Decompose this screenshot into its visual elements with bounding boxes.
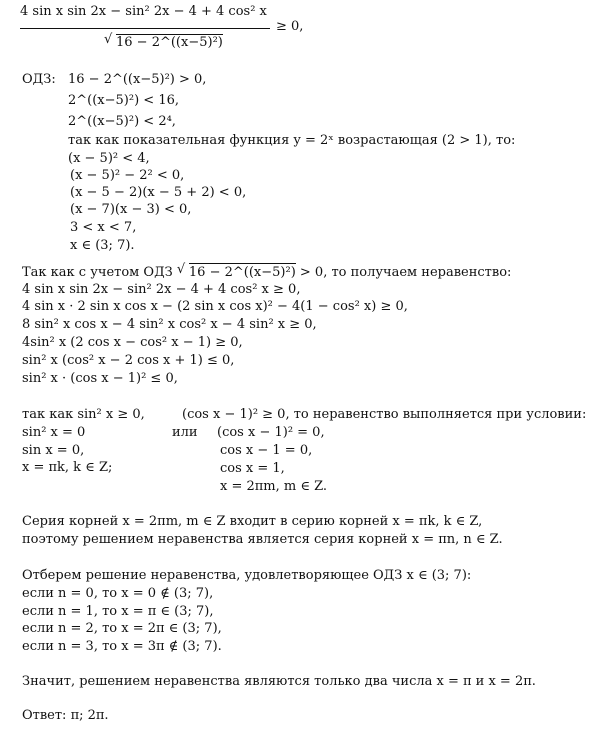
fraction-numerator: 4 sin x sin 2x − sin² 2x − 4 + 4 cos² x — [20, 4, 267, 19]
condition-second: (cos x − 1)² ≥ 0, то неравенство выполняется при условии: — [182, 407, 587, 422]
transform-line: sin² x (cos² x − 2 cos x + 1) ≤ 0, — [22, 353, 235, 368]
selection-line: если n = 2, то x = 2π ∈ (3; 7), — [22, 621, 222, 636]
selection-intro: Отберем решение неравенства, удовлетворяющее ОДЗ x ∈ (3; 7): — [22, 568, 472, 583]
odz-line: так как показательная функция y = 2ˣ возрастающая (2 > 1), то: — [68, 133, 516, 148]
condition-right-line: x = 2πm, m ∈ Z. — [220, 479, 328, 494]
sqrt-radical — [177, 263, 296, 282]
condition-right-line: cos x − 1 = 0, — [220, 443, 313, 458]
sqrt-radical — [104, 34, 223, 50]
odz-line: (x − 7)(x − 3) < 0, — [70, 202, 192, 217]
condition-right-line: (cos x − 1)² = 0, — [217, 425, 325, 440]
odz-line: 16 − 2^((x−5)²) > 0, — [68, 72, 207, 87]
transform-line: sin² x · (cos x − 1)² ≤ 0, — [22, 371, 178, 386]
fraction-relation: ≥ 0, — [276, 19, 304, 34]
transform-line: 4 sin x sin 2x − sin² 2x − 4 + 4 cos² x ≥ 0, — [22, 282, 301, 297]
series-line-2: поэтому решением неравенства является серия корней x = πn, n ∈ Z. — [22, 532, 503, 547]
answer: Ответ: π; 2π. — [22, 708, 109, 723]
sqrt-sign-icon: √ — [176, 262, 186, 277]
transform-intro-prefix: Так как с учетом ОДЗ — [22, 265, 173, 280]
transform-intro-suffix: > 0, то получаем неравенство: — [299, 265, 512, 280]
condition-lead: так как sin² x ≥ 0, — [22, 407, 145, 422]
condition-or-word: или — [172, 425, 198, 440]
fraction-bar — [20, 28, 270, 29]
condition-left-line: sin x = 0, — [22, 443, 85, 458]
odz-line: x ∈ (3; 7). — [70, 238, 135, 253]
selection-line: если n = 1, то x = π ∈ (3; 7), — [22, 604, 214, 619]
odz-label: ОДЗ: — [22, 72, 56, 87]
sqrt-sign-icon: √ — [104, 32, 113, 47]
selection-line: если n = 0, то x = 0 ∉ (3; 7), — [22, 586, 214, 601]
series-line-1: Серия корней x = 2πm, m ∈ Z входит в серию корней x = πk, k ∈ Z, — [22, 514, 483, 529]
transform-line: 8 sin² x cos x − 4 sin² x cos² x − 4 sin² x ≥ 0, — [22, 317, 317, 332]
transform-intro — [22, 263, 511, 282]
selection-line: если n = 3, то x = 3π ∉ (3; 7). — [22, 639, 222, 654]
odz-line: 2^((x−5)²) < 2⁴, — [68, 114, 176, 129]
condition-right-line: cos x = 1, — [220, 461, 285, 476]
conclusion: Значит, решением неравенства являются только два числа x = π и x = 2π. — [22, 674, 536, 689]
condition-left-line: sin² x = 0 — [22, 425, 86, 440]
sqrt-radicand: 16 − 2^((x−5)²) — [188, 265, 296, 280]
odz-line: (x − 5)² < 4, — [68, 151, 150, 166]
odz-line: (x − 5)² − 2² < 0, — [70, 168, 185, 183]
odz-line: (x − 5 − 2)(x − 5 + 2) < 0, — [70, 185, 247, 200]
odz-line: 3 < x < 7, — [70, 220, 137, 235]
sqrt-radicand: 16 − 2^((x−5)²) — [116, 35, 223, 50]
transform-line: 4 sin x · 2 sin x cos x − (2 sin x cos x)² − 4(1 − cos² x) ≥ 0, — [22, 299, 408, 314]
fraction-denominator — [104, 34, 223, 50]
transform-line: 4sin² x (2 cos x − cos² x − 1) ≥ 0, — [22, 335, 243, 350]
condition-left-line: x = πk, k ∈ Z; — [22, 460, 113, 475]
odz-line: 2^((x−5)²) < 16, — [68, 93, 179, 108]
